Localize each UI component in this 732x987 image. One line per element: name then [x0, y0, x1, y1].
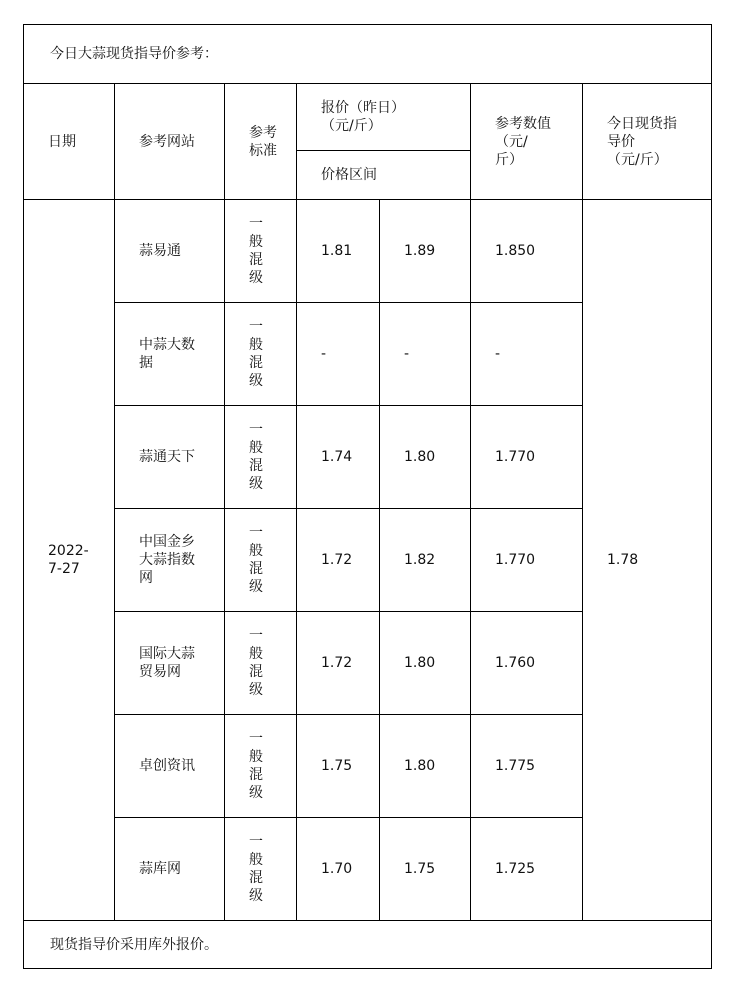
standard-cell: 一 般 混 级	[225, 612, 297, 715]
low-price-cell: 1.81	[297, 200, 380, 303]
site-cell: 国际大蒜 贸易网	[115, 612, 225, 715]
ref-value-cell: -	[471, 303, 583, 406]
standard-cell: 一 般 混 级	[225, 406, 297, 509]
low-price-cell: 1.70	[297, 818, 380, 921]
standard-cell: 一 般 混 级	[225, 715, 297, 818]
site-cell: 中国金乡 大蒜指数 网	[115, 509, 225, 612]
site-cell: 卓创资讯	[115, 715, 225, 818]
high-price-cell: 1.89	[380, 200, 471, 303]
high-price-cell: 1.80	[380, 715, 471, 818]
today-price-cell: 1.78	[583, 200, 712, 921]
standard-cell: 一 般 混 级	[225, 818, 297, 921]
low-price-cell: 1.72	[297, 612, 380, 715]
standard-cell: 一 般 混 级	[225, 200, 297, 303]
ref-value-cell: 1.775	[471, 715, 583, 818]
high-price-cell: -	[380, 303, 471, 406]
standard-cell: 一 般 混 级	[225, 509, 297, 612]
table-title: 今日大蒜现货指导价参考：	[24, 25, 712, 84]
ref-value-cell: 1.850	[471, 200, 583, 303]
site-cell: 蒜通天下	[115, 406, 225, 509]
high-price-cell: 1.82	[380, 509, 471, 612]
table-row	[24, 200, 712, 303]
header-standard: 参考 标准	[225, 84, 297, 200]
high-price-cell: 1.80	[380, 612, 471, 715]
header-site: 参考网站	[115, 84, 225, 200]
standard-cell: 一 般 混 级	[225, 303, 297, 406]
header-quote: 报价（昨日） （元/斤）	[297, 84, 471, 151]
site-cell: 蒜易通	[115, 200, 225, 303]
low-price-cell: 1.74	[297, 406, 380, 509]
footer-note: 现货指导价采用库外报价。	[24, 921, 712, 969]
ref-value-cell: 1.770	[471, 406, 583, 509]
ref-value-cell: 1.725	[471, 818, 583, 921]
header-today-price: 今日现货指 导价 （元/斤）	[583, 84, 712, 200]
high-price-cell: 1.75	[380, 818, 471, 921]
ref-value-cell: 1.770	[471, 509, 583, 612]
header-ref-value: 参考数值 （元/ 斤）	[471, 84, 583, 200]
low-price-cell: -	[297, 303, 380, 406]
header-range: 价格区间	[297, 151, 471, 200]
date-cell: 2022- 7-27	[24, 200, 115, 921]
garlic-price-table	[23, 24, 712, 969]
low-price-cell: 1.72	[297, 509, 380, 612]
high-price-cell: 1.80	[380, 406, 471, 509]
site-cell: 中蒜大数 据	[115, 303, 225, 406]
site-cell: 蒜库网	[115, 818, 225, 921]
header-date: 日期	[24, 84, 115, 200]
ref-value-cell: 1.760	[471, 612, 583, 715]
low-price-cell: 1.75	[297, 715, 380, 818]
